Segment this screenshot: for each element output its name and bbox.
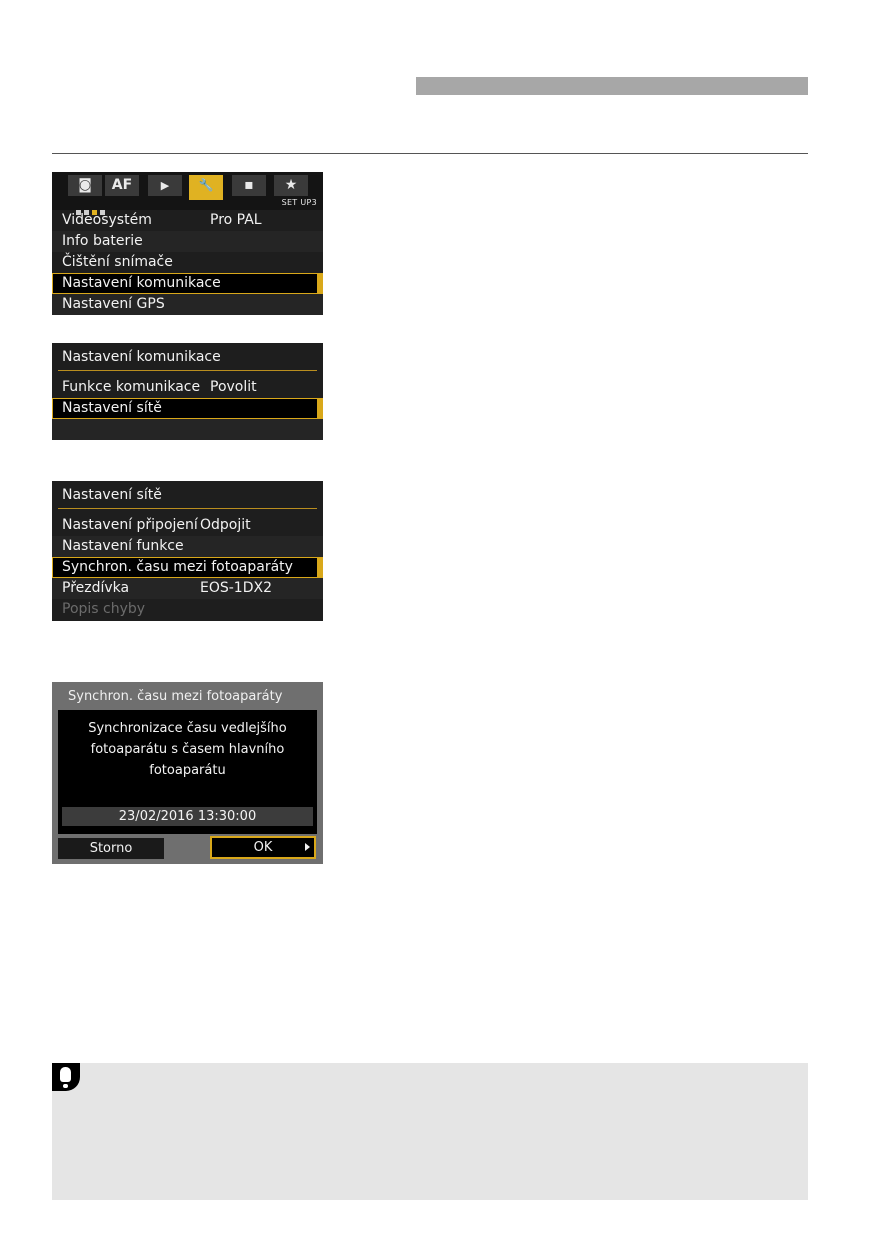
network-settings-screen (52, 481, 323, 621)
camera-icon: ◙ (78, 177, 92, 193)
menu-item-error-description (52, 599, 323, 620)
menu-item-nickname[interactable] (52, 578, 323, 599)
page-label: SET UP3 (281, 198, 317, 207)
custom-icon: ▪ (244, 177, 254, 193)
af-label: AF (111, 177, 133, 193)
menu-item-empty (52, 419, 323, 440)
cancel-button[interactable]: Storno (58, 838, 164, 859)
menu-item-label: Čištění snímače (62, 254, 173, 270)
dialog-message-line: fotoaparátu s časem hlavního (90, 742, 285, 757)
time-sync-dialog (52, 682, 323, 864)
page-indicator (76, 200, 108, 205)
title-divider (58, 508, 317, 509)
ok-button-label: OK (253, 840, 273, 855)
tab-setup[interactable] (189, 175, 223, 200)
menu-item-label: Funkce komunikace (62, 379, 201, 395)
star-icon: ★ (284, 177, 298, 193)
menu-item-communication-function[interactable] (52, 377, 323, 398)
menu-item-value: EOS-1DX2 (200, 580, 272, 596)
menu-item-label: Nastavení funkce (62, 538, 184, 554)
menu-item-label: Nastavení sítě (62, 400, 162, 416)
playback-icon: ▶ (160, 179, 170, 192)
title-divider (58, 370, 317, 371)
menu-item-value: Povolit (210, 379, 257, 395)
communication-settings-screen (52, 343, 323, 440)
wrench-icon: 🔧 (198, 178, 214, 192)
dialog-message (58, 718, 317, 781)
ok-button[interactable] (210, 836, 316, 859)
caution-icon (52, 1063, 80, 1091)
tab-af[interactable] (105, 175, 139, 196)
menu-item-label: Synchron. času mezi fotoaparáty (62, 559, 293, 575)
dialog-datetime: 23/02/2016 13:30:00 (62, 807, 313, 826)
menu-item-network-settings[interactable] (52, 398, 323, 419)
menu-item-label: Nastavení připojení (62, 517, 198, 533)
menu-item-gps-settings[interactable] (52, 294, 323, 315)
menu-item-battery-info[interactable] (52, 231, 323, 252)
tab-playback[interactable] (148, 175, 182, 196)
menu-item-function-settings[interactable] (52, 536, 323, 557)
caution-box (52, 1063, 808, 1200)
tab-mymenu[interactable] (274, 175, 308, 196)
menu-item-videosystem[interactable] (52, 210, 323, 231)
menu-item-value: Pro PAL (210, 212, 262, 228)
menu-tab-bar (52, 172, 323, 210)
screen-title: Nastavení komunikace (62, 349, 221, 365)
setup-menu-screen (52, 172, 323, 315)
header-bar (416, 77, 808, 95)
tab-camera[interactable] (68, 175, 102, 196)
dialog-message-line: Synchronizace času vedlejšího (88, 721, 287, 736)
dialog-message-box (58, 710, 317, 834)
menu-item-label: Videosystém (62, 212, 152, 228)
dialog-title: Synchron. času mezi fotoaparáty (68, 689, 283, 704)
tab-custom[interactable] (232, 175, 266, 196)
menu-item-label: Nastavení komunikace (62, 275, 221, 291)
menu-item-connection-settings[interactable] (52, 515, 323, 536)
menu-item-sensor-cleaning[interactable] (52, 252, 323, 273)
menu-item-label: Nastavení GPS (62, 296, 165, 312)
menu-item-label: Info baterie (62, 233, 143, 249)
menu-item-value: Odpojit (200, 517, 251, 533)
dialog-message-line: fotoaparátu (149, 763, 226, 778)
arrow-right-icon (305, 843, 310, 851)
menu-item-time-sync[interactable] (52, 557, 323, 578)
menu-item-communication-settings[interactable] (52, 273, 323, 294)
menu-item-label: Popis chyby (62, 601, 146, 617)
header-rule (52, 153, 808, 154)
screen-title: Nastavení sítě (62, 487, 162, 503)
menu-item-label: Přezdívka (62, 580, 130, 596)
